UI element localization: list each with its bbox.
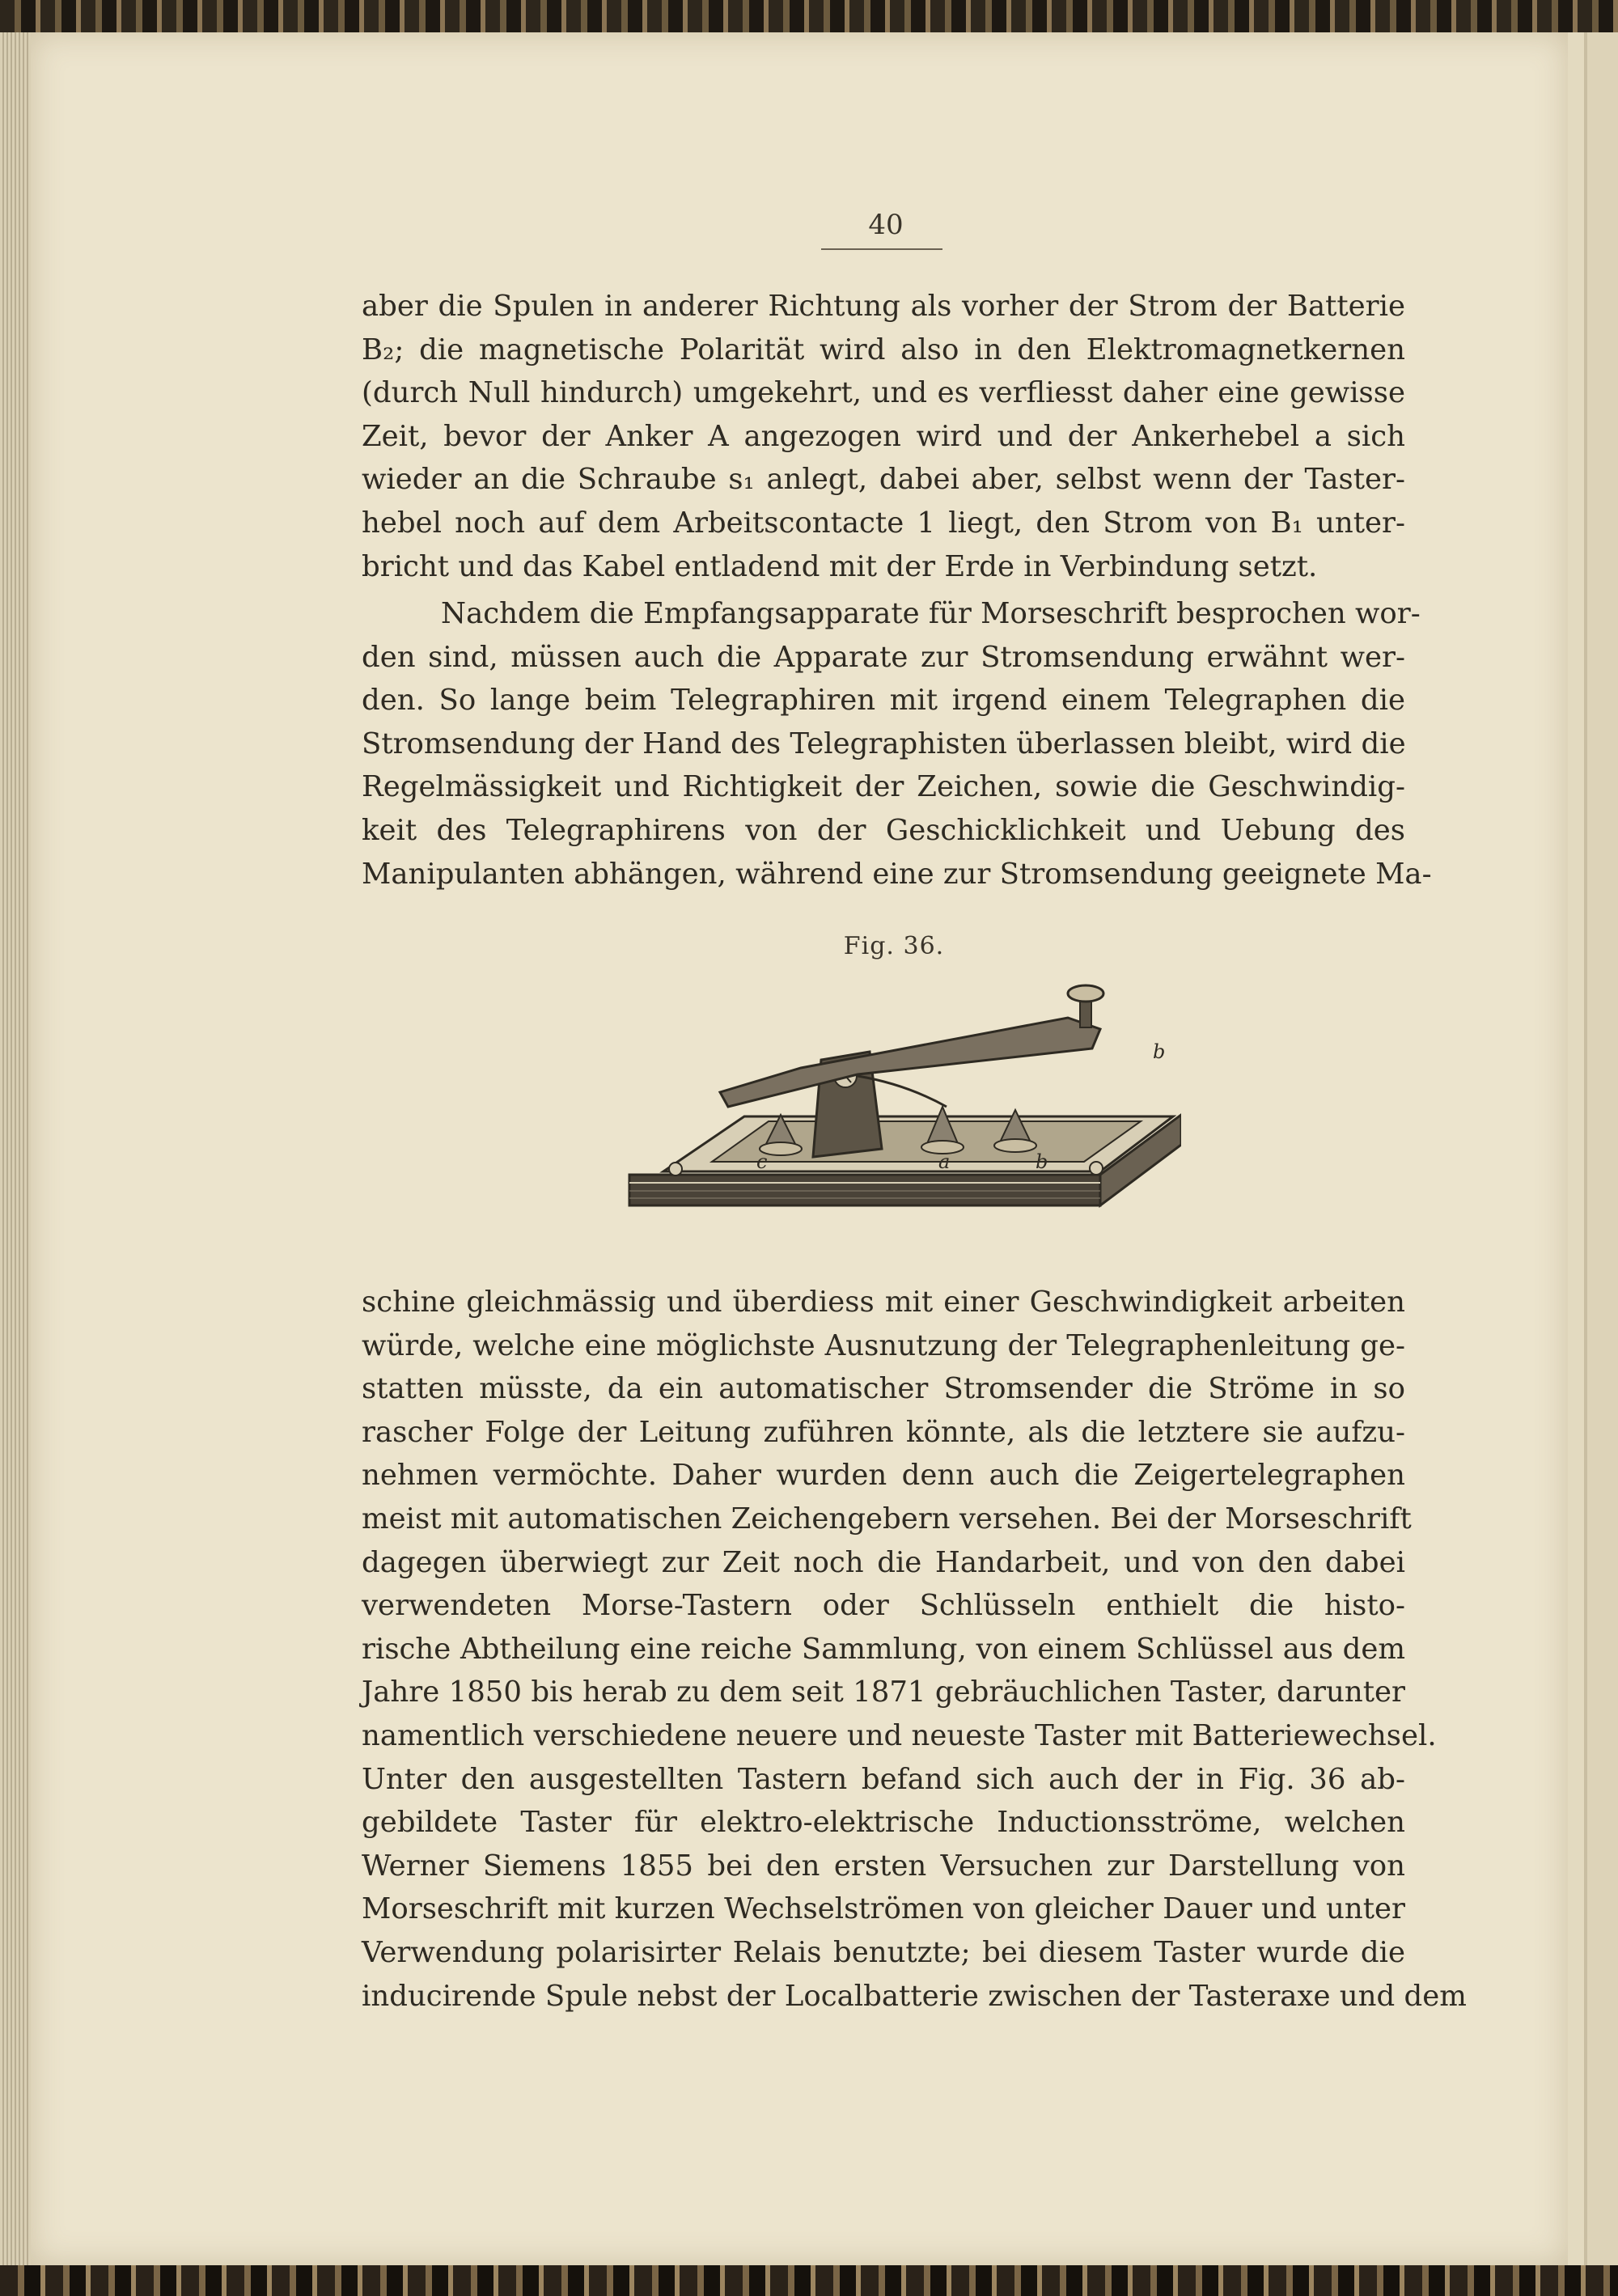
text-line: schine gleichmässig und überdiess mit einer Geschwindigkeit arbeiten [362,1286,1405,1319]
text-line: (durch Null hindurch) umgekehrt, und es verfliesst daher eine gewisse [362,376,1405,410]
text-line: nehmen vermöchte. Daher wurden denn auch die Zeigertelegraphen [362,1459,1405,1493]
screw-head [669,1163,682,1176]
text-line: Manipulanten abhängen, während eine zur Stromsendung geeignete Ma- [362,857,1432,891]
knob-cap [1068,985,1103,1002]
label-a: a [938,1150,951,1173]
text-line: meist mit automatischen Zeichengebern versehen. Bei der Morseschrift [362,1502,1412,1536]
marbled-cover-top [0,0,1618,32]
screw-head [1090,1162,1103,1175]
text-line: Stromsendung der Hand des Telegraphisten überlassen bleibt, wird die [362,727,1406,760]
text-line: hebel noch auf dem Arbeitscontacte 1 liegt, den Strom von B₁ unter- [362,506,1405,540]
telegraph-key-illustration [615,971,1181,1254]
text-line: rascher Folge der Leitung zuführen könnte, als die letztere sie aufzu- [362,1415,1405,1449]
text-line: B₂; die magnetische Polarität wird also in den Elektromagnetkernen [362,333,1405,366]
text-line: Verwendung polarisirter Relais benutzte; bei diesem Taster wurde die [362,1935,1405,1969]
text-line: Morseschrift mit kurzen Wechselströmen von gleicher Dauer und unter [362,1892,1405,1926]
paragraph-2 [362,592,1432,896]
text-line: den sind, müssen auch die Apparate zur Stromsendung erwähnt wer- [362,640,1405,674]
text-line: Nachdem die Empfangsapparate für Morseschrift besprochen wor- [441,597,1421,630]
page-number: 40 [868,209,904,241]
text-line: Werner Siemens 1855 bei den ersten Versuchen zur Darstellung von [362,1849,1405,1883]
label-b: b [1036,1150,1048,1173]
paragraph-3 [362,1281,1467,2018]
text-line: aber die Spulen in anderer Richtung als vorher der Strom der Batterie [362,290,1405,323]
label-b-top: b [1153,1040,1166,1063]
text-line: wieder an die Schraube s₁ anlegt, dabei aber, selbst wenn der Taster- [362,463,1405,497]
text-line: keit des Telegraphirens von der Geschicklichkeit und Uebung des [362,813,1405,847]
text-line: bricht und das Kabel entladend mit der Erde in Verbindung setzt. [362,549,1318,583]
text-line: den. So lange beim Telegraphiren mit irgend einem Telegraphen die [362,684,1405,718]
figure-caption: Fig. 36. [843,932,945,960]
page-number-rule [821,248,942,250]
text-line: Regelmässigkeit und Richtigkeit der Zeichen, sowie die Geschwindig- [362,770,1405,804]
text-line: Jahre 1850 bis herab zu dem seit 1871 gebräuchlichen Taster, darunter [362,1675,1405,1709]
page-edge-right [1568,32,1618,2265]
text-line: inducirende Spule nebst der Localbatterie zwischen der Tasteraxe und dem [362,1979,1467,2013]
paragraph-1 [362,285,1405,588]
text-line: namentlich verschiedene neuere und neueste Taster mit Batteriewechsel. [362,1718,1437,1752]
label-c: c [756,1150,768,1173]
text-line: gebildete Taster für elektro-elektrische Inductionsströme, welchen [362,1806,1405,1840]
text-line: statten müsste, da ein automatischer Stromsender die Ströme in so [362,1372,1405,1406]
marbled-cover-bottom [0,2265,1618,2296]
text-line: dagegen überwiegt zur Zeit noch die Handarbeit, und von den dabei [362,1545,1405,1579]
text-line: Zeit, bevor der Anker A angezogen wird und der Ankerhebel a sich [362,419,1405,453]
page-edge-left [0,32,31,2265]
text-line: würde, welche eine möglichste Ausnutzung der Telegraphenleitung ge- [362,1328,1405,1362]
text-line: Unter den ausgestellten Tastern befand sich auch der in Fig. 36 ab- [362,1762,1405,1796]
key-lever [720,1018,1100,1107]
text-line: verwendeten Morse-Tastern oder Schlüsseln enthielt die histo- [362,1589,1405,1623]
base-plate-front [629,1175,1100,1205]
text-line: rische Abtheilung eine reiche Sammlung, von einem Schlüssel aus dem [362,1632,1405,1666]
